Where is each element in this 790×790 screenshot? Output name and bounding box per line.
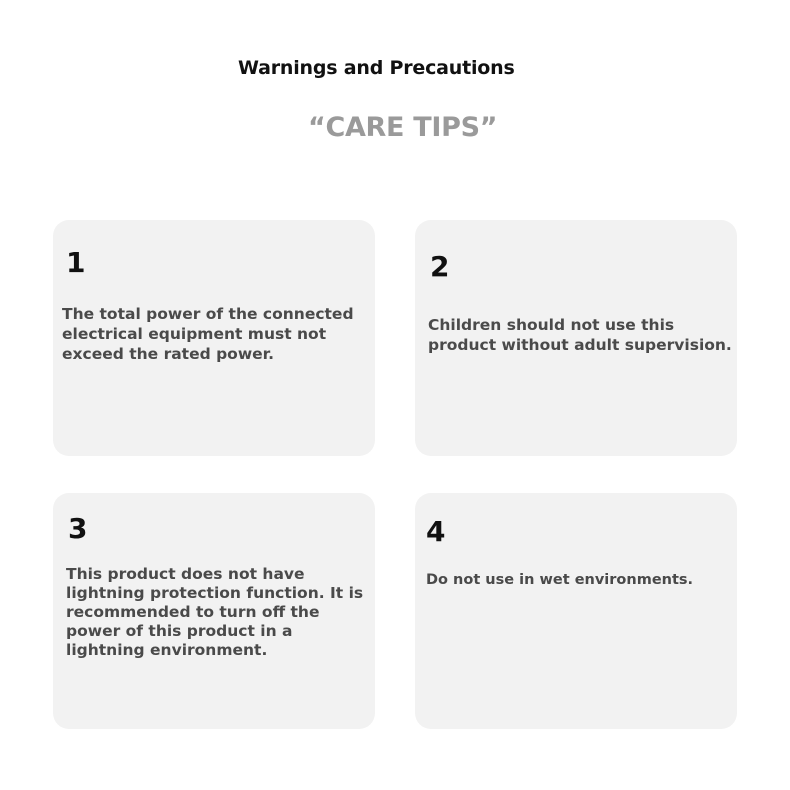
tip-number: 4	[426, 515, 446, 548]
tip-number: 2	[430, 250, 450, 283]
tip-text: The total power of the connected electrical equipment must not exceed the rated power.	[62, 305, 354, 363]
tip-card-2	[415, 220, 737, 456]
tip-card-1	[53, 220, 375, 456]
tip-text: Do not use in wet environments.	[426, 572, 694, 588]
tip-card-4	[415, 493, 737, 729]
tip-number: 3	[68, 512, 88, 545]
tip-number: 1	[66, 246, 86, 279]
tip-text: This product does not have lightning protection function. It is recommended to turn off the power of this product in a lightning environment.	[66, 565, 364, 659]
tip-text: Children should not use this product without adult supervision.	[428, 316, 732, 354]
page-subtitle: “CARE TIPS”	[308, 112, 498, 143]
page-title: Warnings and Precautions	[238, 57, 515, 79]
tip-card-3	[53, 493, 375, 729]
